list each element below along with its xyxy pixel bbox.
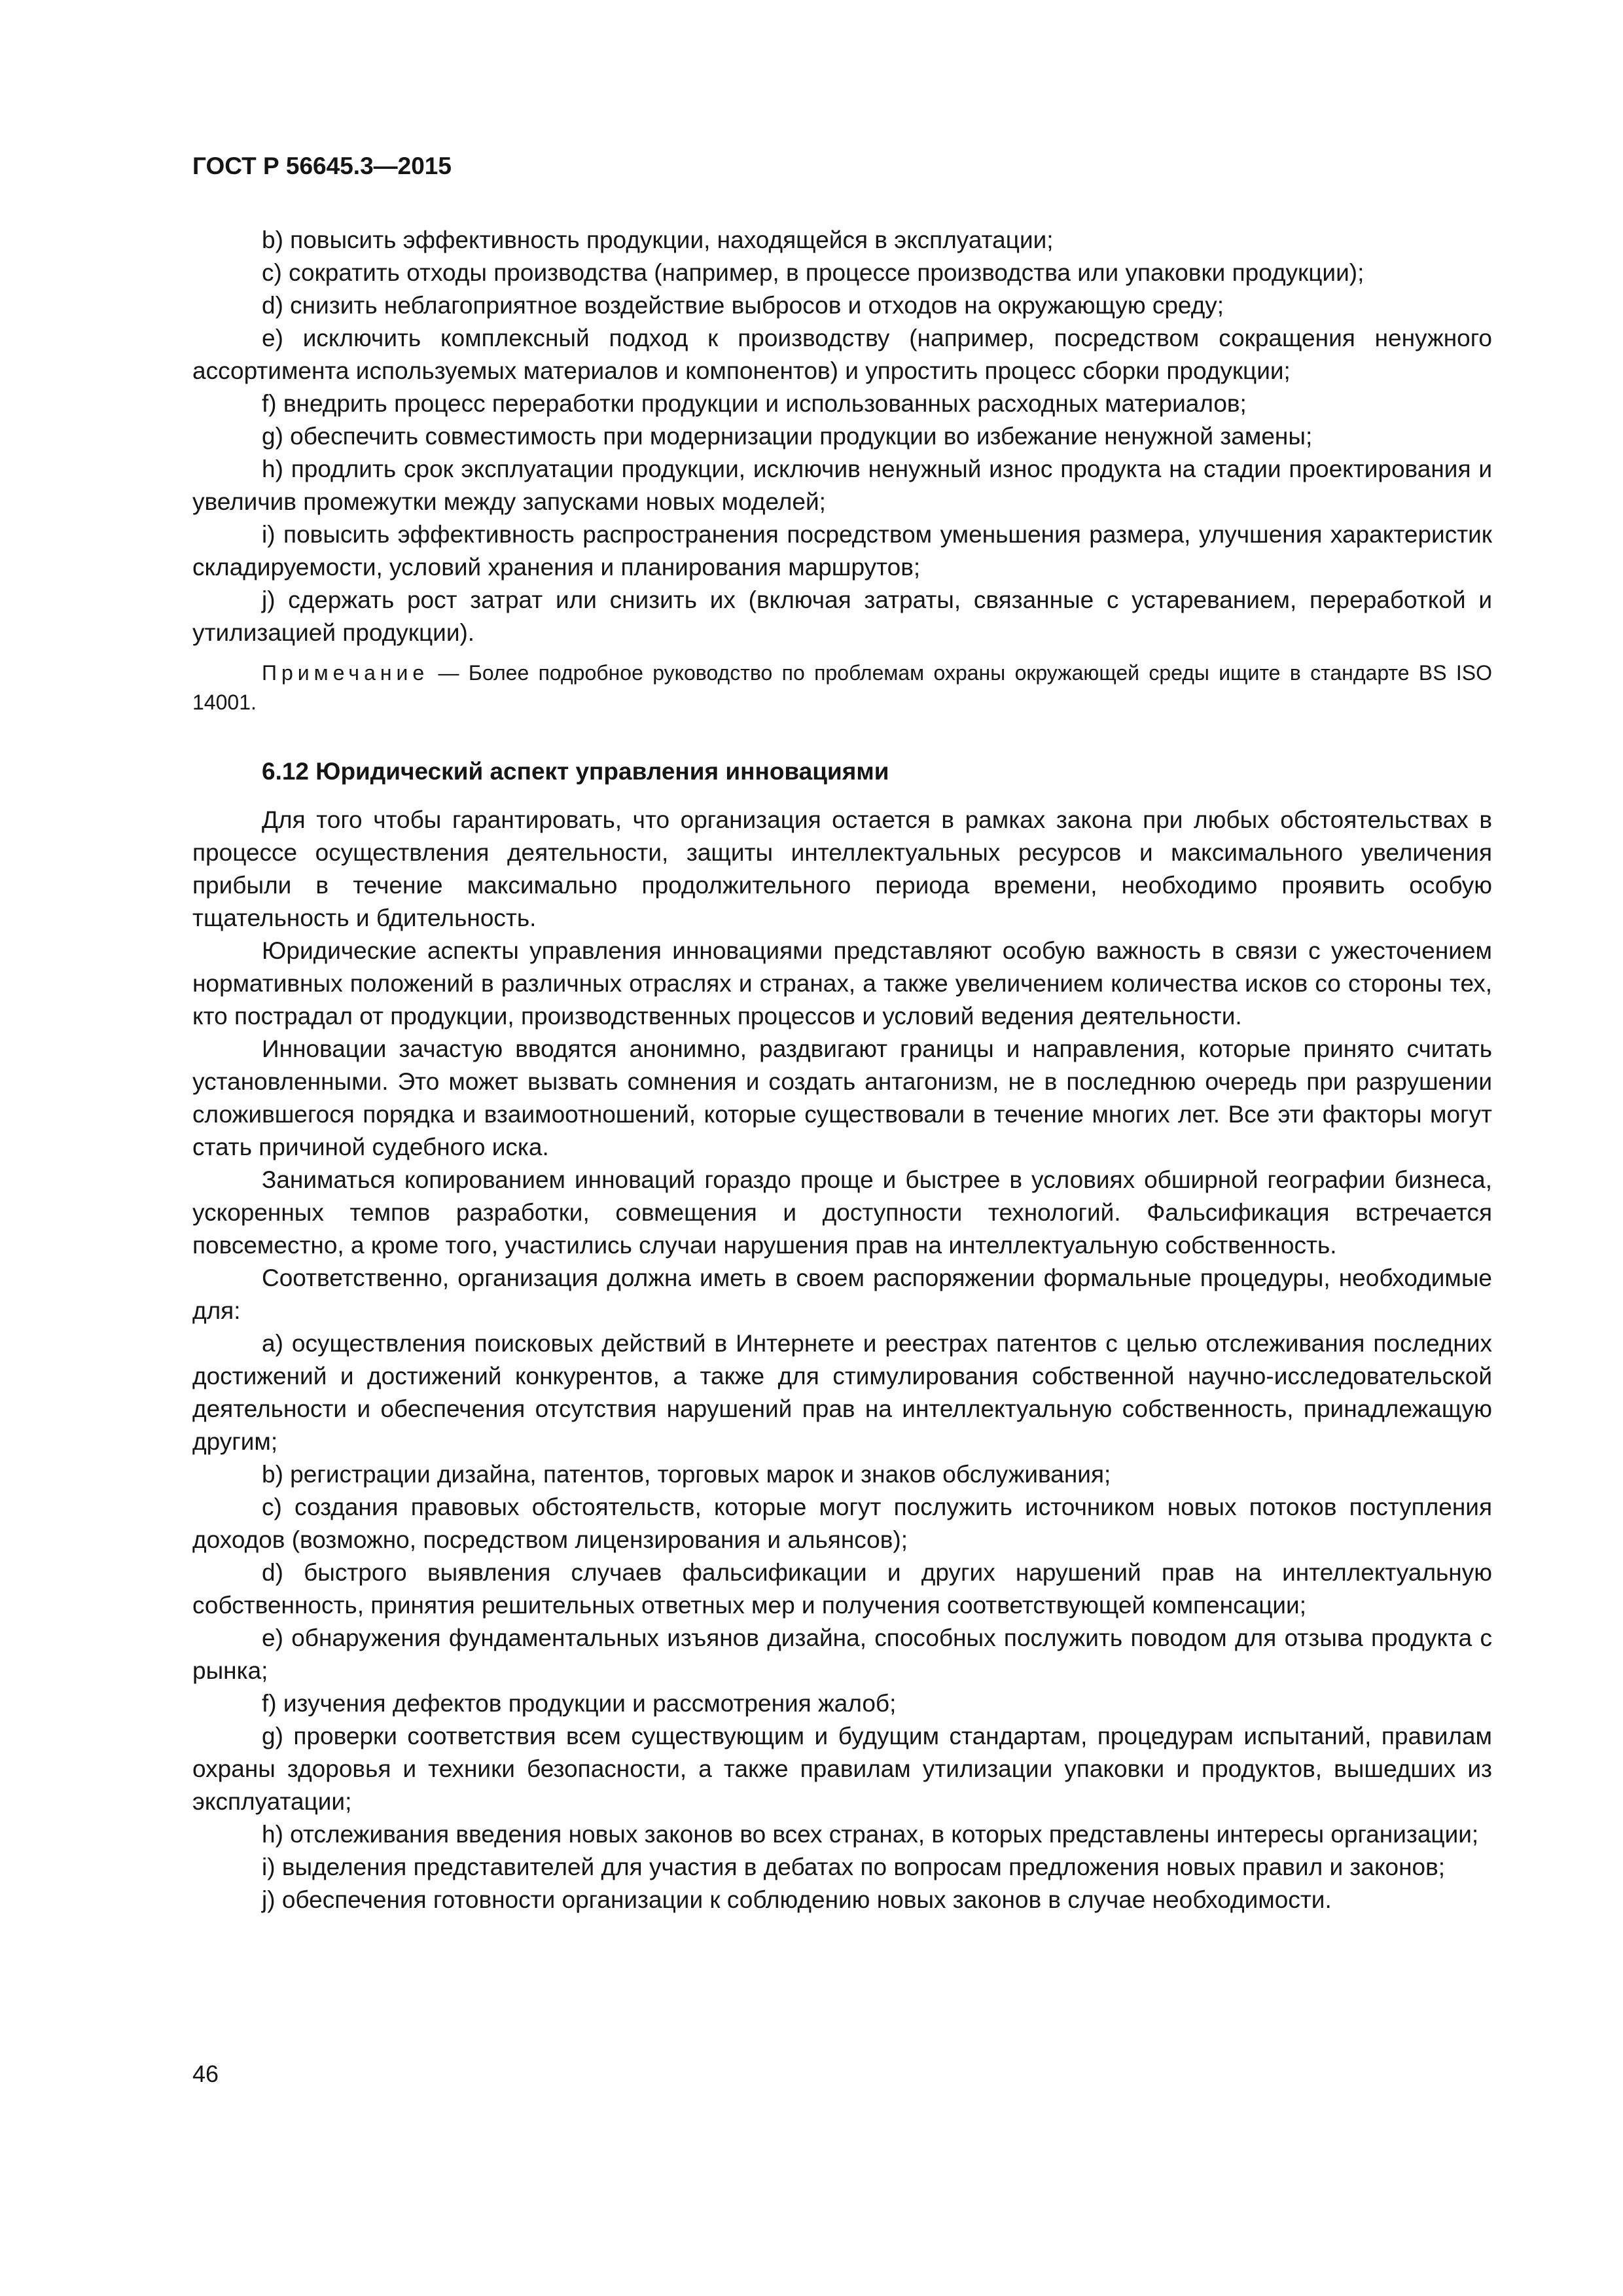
list-item: b) регистрации дизайна, патентов, торговых марок и знаков обслуживания;	[262, 1461, 1111, 1488]
section-title: 6.12 Юридический аспект управления инновациями	[262, 758, 889, 785]
list-item: i) повысить эффективность распространения посредством уменьшения размера, улучшения характеристик складируемости, условий хранения и планирования маршрутов;	[192, 521, 1492, 581]
list-item: g) проверки соответствия всем существующим и будущим стандартам, процедурам испытаний, правилам охраны здоровья и техники безопасности, а также правилам утилизации упаковки и продуктов, вышедших из эксплуатации;	[192, 1723, 1492, 1815]
list-item: j) обеспечения готовности организации к соблюдению новых законов в случае необходимости.	[262, 1886, 1332, 1913]
list-item: h) отслеживания введения новых законов во всех странах, в которых представлены интересы организации;	[262, 1821, 1479, 1848]
list-item: e) исключить комплексный подход к производству (например, посредством сокращения ненужного ассортимента используемых материалов и компонентов) и упростить процесс сборки продукции;	[192, 325, 1492, 384]
list-item: h) продлить срок эксплуатации продукции, исключив ненужный износ продукта на стадии проектирования и увеличив промежутки между запусками новых моделей;	[192, 456, 1492, 515]
list-item: g) обеспечить совместимость при модернизации продукции во избежание ненужной замены;	[262, 423, 1313, 450]
list-item: c) сократить отходы производства (например, в процессе производства или упаковки продукции);	[262, 259, 1364, 286]
list-item: b) повысить эффективность продукции, находящейся в эксплуатации;	[262, 226, 1054, 253]
note-paragraph	[192, 658, 1492, 717]
list-item: j) сдержать рост затрат или снизить их (включая затраты, связанные с устареванием, переработкой и утилизацией продукции).	[192, 586, 1492, 646]
paragraph: Юридические аспекты управления инновациями представляют особую важность в связи с ужесточением нормативных положений в различных отраслях и странах, а также увеличением количества исков со стороны тех, кто пострадал от продукции, производственных процессов и условий ведения деятельности.	[192, 937, 1492, 1030]
list-item: c) создания правовых обстоятельств, которые могут послужить источником новых потоков поступления доходов (возможно, посредством лицензирования и альянсов);	[192, 1494, 1492, 1553]
goals-list	[192, 224, 1492, 649]
list-item: f) изучения дефектов продукции и рассмотрения жалоб;	[262, 1690, 897, 1717]
list-item: f) внедрить процесс переработки продукции и использованных расходных материалов;	[262, 390, 1247, 417]
note-label: Примечание	[262, 661, 429, 685]
list-item: e) обнаружения фундаментальных изъянов дизайна, способных послужить поводом для отзыва продукта с рынка;	[192, 1624, 1492, 1684]
list-item: d) снизить неблагоприятное воздействие выбросов и отходов на окружающую среду;	[262, 292, 1224, 319]
list-item: i) выделения представителей для участия в дебатах по вопросам предложения новых правил и законов;	[262, 1854, 1446, 1880]
note	[192, 658, 1492, 717]
paragraph: Соответственно, организация должна иметь в своем распоряжении формальные процедуры, необходимые для:	[192, 1265, 1492, 1324]
section-body	[192, 804, 1492, 1916]
paragraph: Заниматься копированием инноваций гораздо проще и быстрее в условиях обширной географии бизнеса, ускоренных темпов разработки, совмещения и доступности технологий. Фальсификация встречается повсеместно, а кроме того, участились случаи нарушения прав на интеллектуальную собственность.	[192, 1166, 1492, 1259]
paragraph: Инновации зачастую вводятся анонимно, раздвигают границы и направления, которые принято считать установленными. Это может вызвать сомнения и создать антагонизм, не в последнюю очередь при разрушении сложившегося порядка и взаимоотношений, которые существовали в течение многих лет. Все эти факторы могут стать причиной судебного иска.	[192, 1035, 1492, 1160]
paragraph: Для того чтобы гарантировать, что организация остается в рамках закона при любых обстоятельствах в процессе осуществления деятельности, защиты интеллектуальных ресурсов и максимального увеличения прибыли в течение максимально продолжительного периода времени, необходимо проявить особую тщательность и бдительность.	[192, 806, 1492, 931]
list-item: a) осуществления поисковых действий в Интернете и реестрах патентов с целью отслеживания последних достижений и достижений конкурентов, а также для стимулирования собственной научно-исследовательской деятельности и обеспечения отсутствия нарушений прав на интеллектуальную собственность, принадлежащую другим;	[192, 1330, 1492, 1455]
page-number: 46	[192, 2060, 219, 2087]
note-text: — Более подробное руководство по проблемам охраны окружающей среды ищите в стандарте BS ISO 14001.	[192, 661, 1492, 714]
standard-header: ГОСТ Р 56645.3—2015	[192, 152, 452, 179]
list-item: d) быстрого выявления случаев фальсификации и других нарушений прав на интеллектуальную собственность, принятия решительных ответных мер и получения соответствующей компенсации;	[192, 1559, 1492, 1619]
